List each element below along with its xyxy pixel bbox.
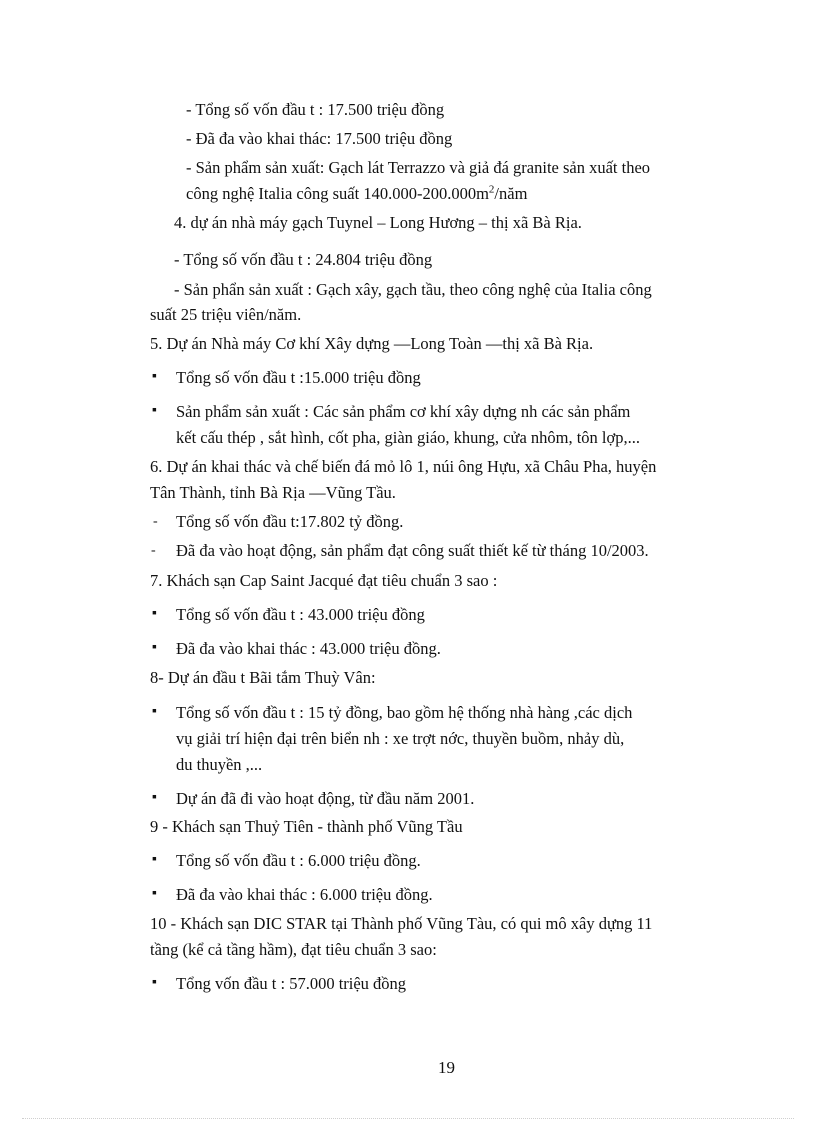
text-line: - Sản phẩm sản xuất: Gạch lát Terrazzo và giả đá granite sản xuất theo	[186, 158, 651, 177]
section-heading: Tân Thành, tỉnh Bà Rịa —Vũng Tầu.	[150, 483, 396, 502]
bullet-dash: -	[151, 543, 156, 558]
bullet-marker: ▪	[152, 640, 157, 655]
bullet-marker: ▪	[152, 975, 157, 990]
text-line: suất 25 triệu viên/năm.	[150, 305, 302, 324]
section-heading: 5. Dự án Nhà máy Cơ khí Xây dựng —Long Toàn —thị xã Bà Rịa.	[150, 334, 594, 353]
text-line: Dự án đã đi vào hoạt động, từ đầu năm 2001.	[176, 789, 475, 808]
text-line: Tổng số vốn đầu t : 43.000 triệu đồng	[176, 605, 425, 624]
text-line: Sản phẩm sản xuất : Các sản phẩm cơ khí xây dựng nh các sản phẩm	[176, 402, 631, 421]
text-line: - Tổng số vốn đầu t : 17.500 triệu đồng	[186, 100, 445, 119]
bullet-marker: ▪	[152, 790, 157, 805]
page-bottom-divider	[22, 1118, 794, 1119]
bullet-marker: ▪	[152, 886, 157, 901]
section-heading: 9 - Khách sạn Thuỷ Tiên - thành phố Vũng Tầu	[150, 817, 463, 836]
text-line: Tổng vốn đầu t : 57.000 triệu đồng	[176, 974, 407, 993]
bullet-marker: ▪	[152, 606, 157, 621]
text-line: Tổng số vốn đầu t : 6.000 triệu đồng.	[176, 851, 421, 870]
text-line: vụ giải trí hiện đại trên biển nh : xe trợt nớc, thuyền buồm, nhảy dù,	[176, 729, 625, 748]
text-line: - Đã đa vào khai thác: 17.500 triệu đồng	[186, 129, 453, 148]
text-line: Tổng số vốn đầu t:17.802 tỷ đồng.	[176, 512, 404, 531]
text-line: du thuyền ,...	[176, 755, 263, 774]
text-line: - Tổng số vốn đầu t : 24.804 triệu đồng	[174, 250, 433, 269]
section-heading: 6. Dự án khai thác và chế biến đá mỏ lô 1, núi ông Hựu, xã Châu Pha, huyện	[150, 457, 657, 476]
section-heading: 7. Khách sạn Cap Saint Jacqué đạt tiêu chuẩn 3 sao :	[150, 571, 498, 590]
text-line: Tổng số vốn đầu t : 15 tỷ đồng, bao gồm hệ thống nhà hàng ,các dịch	[176, 703, 633, 722]
text-line: Đã đa vào khai thác : 6.000 triệu đồng.	[176, 885, 433, 904]
text-line: - Sản phẩn sản xuất : Gạch xây, gạch tầu, theo công nghệ của Italia công	[174, 280, 652, 299]
section-heading: 8- Dự án đầu t Bãi tắm Thuỳ Vân:	[150, 668, 376, 687]
bullet-dash: -	[153, 514, 158, 529]
bullet-marker: ▪	[152, 369, 157, 384]
bullet-marker: ▪	[152, 403, 157, 418]
text-line: công nghệ Italia công suất $140.000-200.000m^2$/năm	[186, 183, 528, 203]
section-heading: 4. dự án nhà máy gạch Tuynel – Long Hương – thị xã Bà Rịa.	[174, 213, 582, 232]
section-heading: 10 - Khách sạn DIC STAR tại Thành phố Vũng Tàu, có qui mô xây dựng 11	[150, 914, 653, 933]
text-line: Tổng số vốn đầu t :15.000 triệu đồng	[176, 368, 421, 387]
text-line: Đã đa vào hoạt động, sản phẩm đạt công suất thiết kế từ tháng 10/2003.	[176, 541, 649, 560]
text-line: Đã đa vào khai thác : 43.000 triệu đồng.	[176, 639, 441, 658]
bullet-marker: ▪	[152, 852, 157, 867]
page-number: 19	[438, 1058, 455, 1077]
bullet-marker: ▪	[152, 704, 157, 719]
section-heading: tầng (kể cả tầng hầm), đạt tiêu chuẩn 3 sao:	[150, 940, 437, 959]
text-line: kết cấu thép , sắt hình, cốt pha, giàn giáo, khung, cửa nhôm, tôn lợp,...	[176, 428, 640, 447]
